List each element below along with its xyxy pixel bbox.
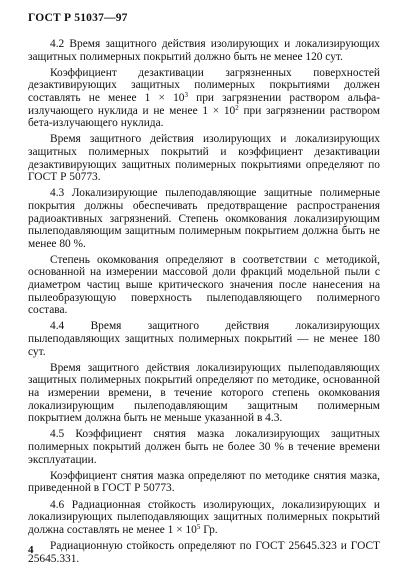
paragraph-decontamination-coefficient [28, 67, 380, 130]
paragraph-text: при загрязнении раствором альфа-излучающего нуклида и не менее 1 × 10 [28, 91, 380, 117]
document-body [28, 38, 380, 569]
paragraph-text: Радиационную стойкость определяют по ГОСТ 25645.323 и ГОСТ 25645.331. [28, 539, 380, 565]
paragraph-4-3 [28, 187, 380, 250]
paragraph-protective-time-method [28, 362, 380, 425]
paragraph-text: Степень окомкования определяют в соответствии с методикой, основанной на измерении массовой доли фракций модельной пыли с диаметром частиц выше критического значения после нанесения на пылеобразующую поверхность пылеподавляющего полимерного состава. [28, 253, 380, 317]
paragraph-4-5 [28, 428, 380, 466]
paragraph-text: 4.2 Время защитного действия изолирующих и локализирующих защитных полимерных покрытий должно быть не менее 120 сут. [28, 38, 380, 63]
paragraph-agglomeration-method [28, 254, 380, 317]
paragraph-4-2 [28, 38, 380, 63]
paragraph-text: Коэффициент снятия мазка определяют по методике снятия мазка, приведенной в ГОСТ Р 50773. [28, 469, 380, 495]
paragraph-method-50773 [28, 133, 380, 183]
paragraph-4-6 [28, 499, 380, 537]
document-header: ГОСТ Р 51037—97 [28, 12, 128, 24]
paragraph-text: 4.3 Локализирующие пылеподавляющие защитные полимерные покрытия должны обеспечивать предотвращение распространения радиоактивных загрязнений. Степень окомкования локализирующим пылеподавляющим защитным полимерным покрытием должна быть не менее 80 %. [28, 187, 380, 250]
paragraph-text: Коэффициент дезактивации загрязненных поверхностей дезактивирующих защитных полимерных покрытиями должен составлять не менее 1 × 10 [28, 66, 380, 104]
paragraph-radiation-method [28, 540, 380, 565]
paragraph-text: 4.5 Коэффициент снятия мазка локализирующих защитных полимерных покрытий должен быть не более 30 % в течение времени эксплуатации. [28, 428, 380, 466]
paragraph-text: 4.4 Время защитного действия локализирующих пылеподавляющих защитных полимерных покрытий — не менее 180 сут. [28, 320, 380, 358]
page-number: 4 [28, 544, 34, 556]
exponent: 3 [184, 90, 188, 99]
exponent: 5 [196, 522, 201, 531]
paragraph-4-4 [28, 320, 380, 358]
paragraph-text: при загрязнении раствором бета-излучающего нуклида. [28, 104, 380, 130]
paragraph-text: Время защитного действия изолирующих и локализирующих защитных полимерных покрытий и коэффициент дезактивации дезактивирующих защитных полимерных покрытиями определяют по ГОСТ Р 50773. [28, 133, 380, 184]
paragraph-text: 4.6 Радиационная стойкость изолирующих, локализирующих и локализирующих пылеподавляющих защитных полимерных покрытий должна составлять не менее 1 × 10 [28, 498, 380, 536]
exponent: 2 [235, 103, 239, 112]
paragraph-text: Время защитного действия локализирующих пылеподавляющих защитных полимерных покрытий определяют по методике, основанной на измерении времени, в течение которого степень окомкования локализирующим пылеподавляющим защитным полимерным покрытием должна быть не меньше указанной в 4.3. [28, 361, 380, 425]
paragraph-text: Гр. [200, 523, 218, 536]
paragraph-smear-method [28, 470, 380, 495]
